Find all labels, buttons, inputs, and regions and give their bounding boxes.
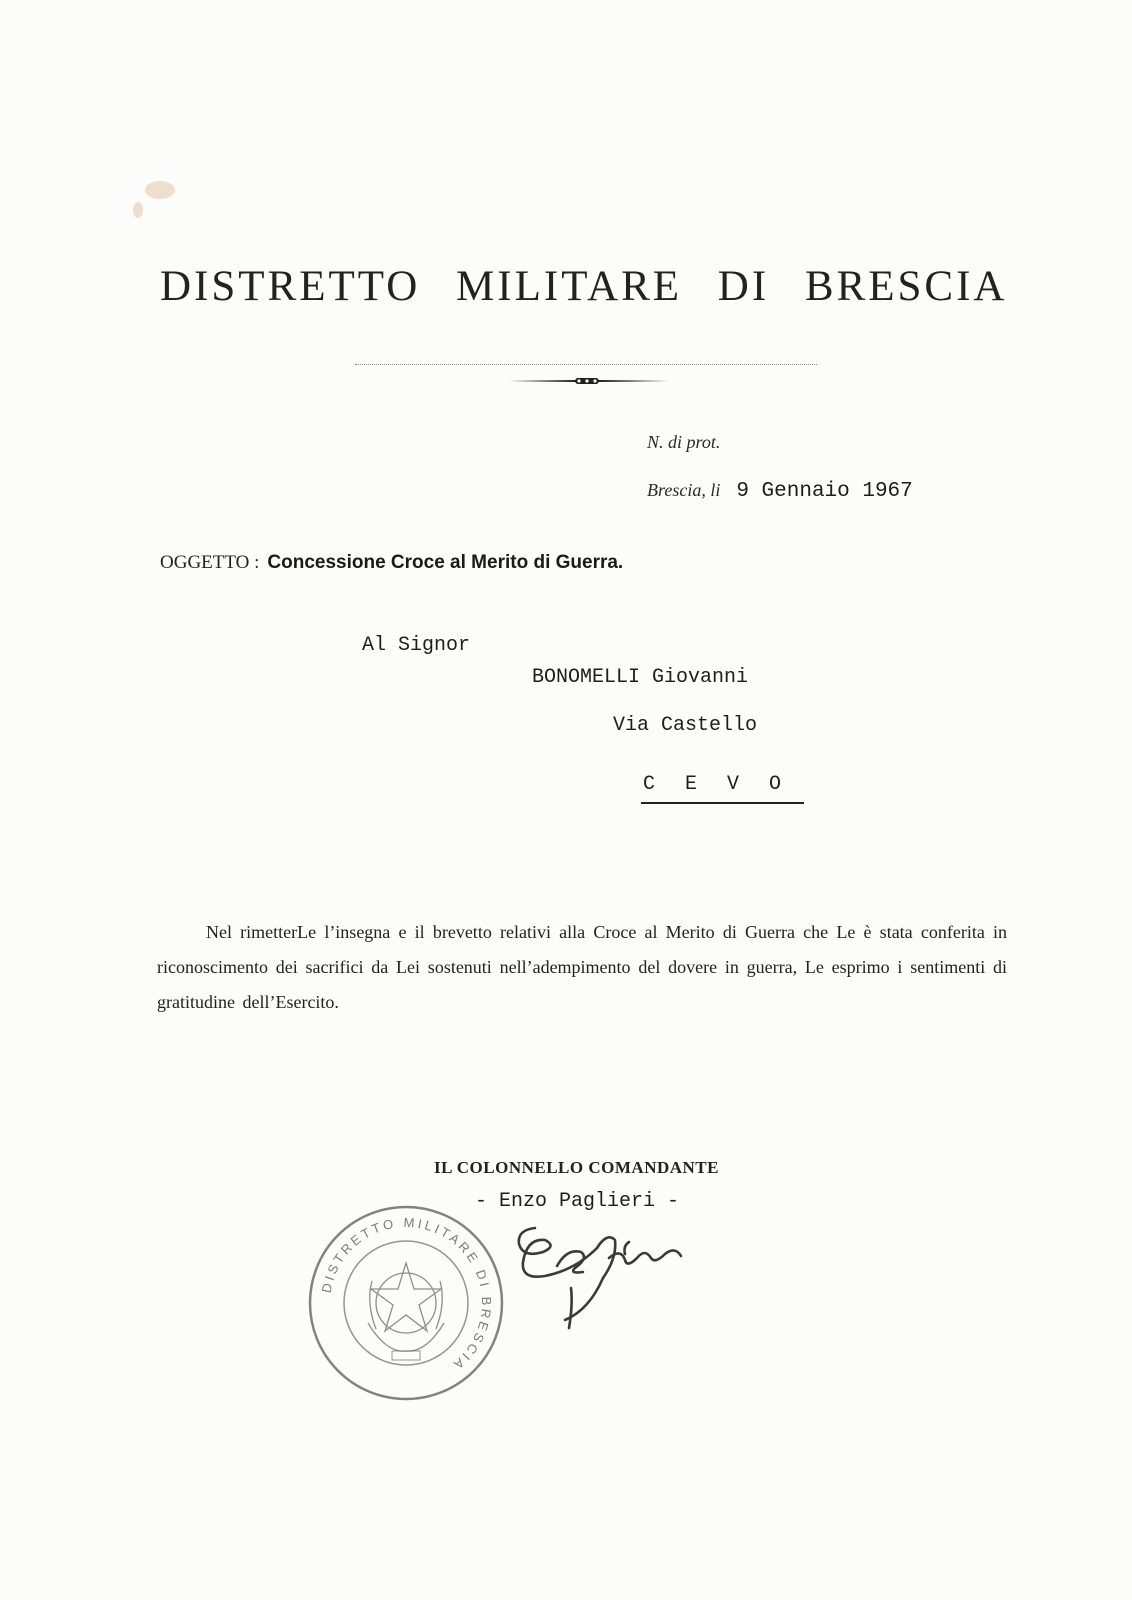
recipient-greeting: Al Signor <box>362 634 471 657</box>
recipient-street: Via Castello <box>613 714 758 737</box>
svg-text:DISTRETTO MILITARE DI BRESCIA: DISTRETTO MILITARE DI BRESCIA <box>318 1214 495 1374</box>
body-paragraph: Nel rimetterLe l’insegna e il brevetto relativi alla Croce al Merito di Guerra che Le è stata conferita in riconoscimento dei sacrifici da Lei sostenuti nell’adempimento del dovere in guerra, Le esprimo i sentimenti di gratitudine dell’Esercito. <box>157 922 1007 1012</box>
letterhead-title: DISTRETTO MILITARE DI BRESCIA <box>160 263 1008 310</box>
subject-label: OGGETTO : <box>160 552 260 573</box>
paper-stain <box>130 178 180 226</box>
recipient-name: BONOMELLI Giovanni <box>532 666 749 689</box>
signatory-name: - Enzo Paglieri - <box>475 1190 680 1213</box>
handwritten-signature <box>505 1218 700 1338</box>
letter-date: 9 Gennaio 1967 <box>736 480 913 503</box>
protocol-number: N. di prot. <box>647 432 721 452</box>
date-line <box>647 480 913 503</box>
ornament-divider <box>505 376 669 386</box>
subject-text: Concessione Croce al Merito di Guerra. <box>267 552 624 573</box>
recipient-city: C E V O <box>641 773 804 804</box>
header-divider <box>355 364 817 365</box>
place-label: Brescia, li <box>647 480 721 500</box>
subject-line <box>160 552 623 574</box>
official-stamp-seal <box>306 1203 506 1403</box>
signatory-rank: IL COLONNELLO COMANDANTE <box>434 1158 719 1177</box>
